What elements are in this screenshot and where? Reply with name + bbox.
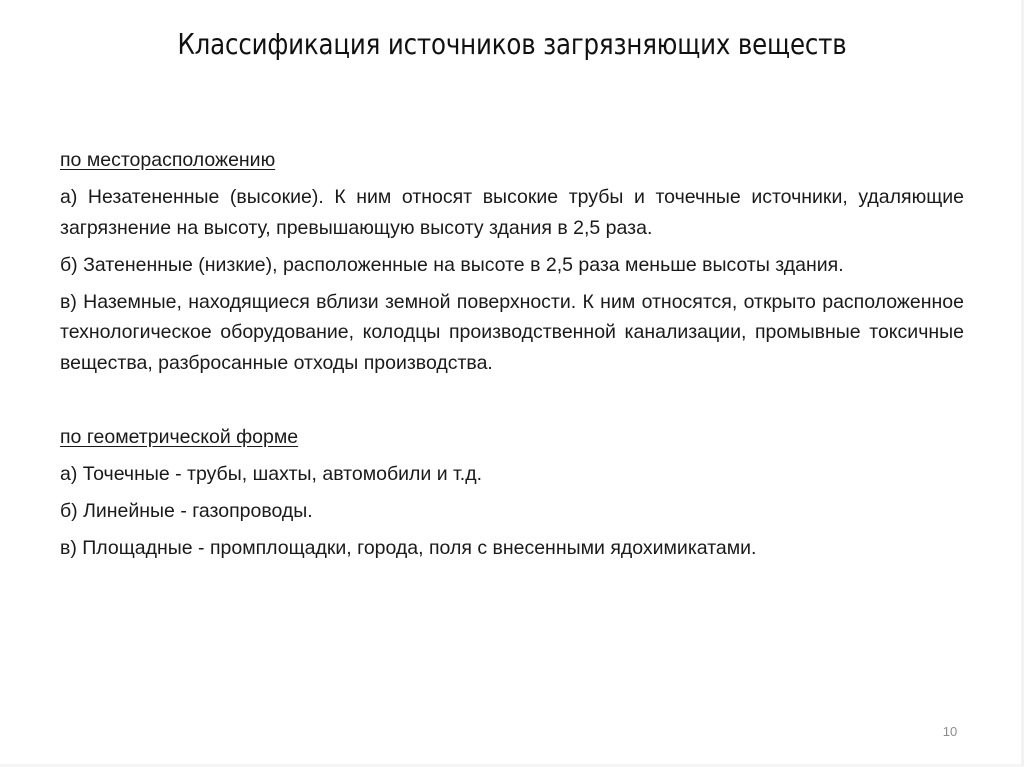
slide-content	[60, 145, 964, 570]
list-item: в) Площадные - промплощадки, города, поля с внесенными ядохимикатами.	[60, 536, 757, 559]
section-geometry	[60, 422, 964, 564]
section-heading-location: по месторасположению	[60, 149, 276, 171]
page-number: 10	[942, 724, 958, 739]
section-heading-geometry: по геометрической форме	[60, 425, 299, 448]
list-item: а) Незатененные (высокие). К ним относят высокие трубы и точечные источники, удаляющие загрязнение на высоту, превышающую высоту здания в 2,5 раза.	[60, 186, 964, 239]
slide-title: Классификация источников загрязняющих веществ	[177, 28, 847, 61]
section-location	[60, 145, 964, 378]
list-item: б) Линейные - газопроводы.	[60, 499, 313, 522]
list-item: в) Наземные, находящиеся вблизи земной поверхности. К ним относятся, открыто расположенное технологическое оборудование, колодцы производственной канализации, промывные токсичные вещества, разбросанные отходы производства.	[60, 290, 964, 374]
section-spacer	[60, 385, 964, 422]
list-item: б) Затененные (низкие), расположенные на высоте в 2,5 раза меньше высоты здания.	[60, 253, 844, 276]
list-item: а) Точечные - трубы, шахты, автомобили и т.д.	[60, 462, 483, 485]
